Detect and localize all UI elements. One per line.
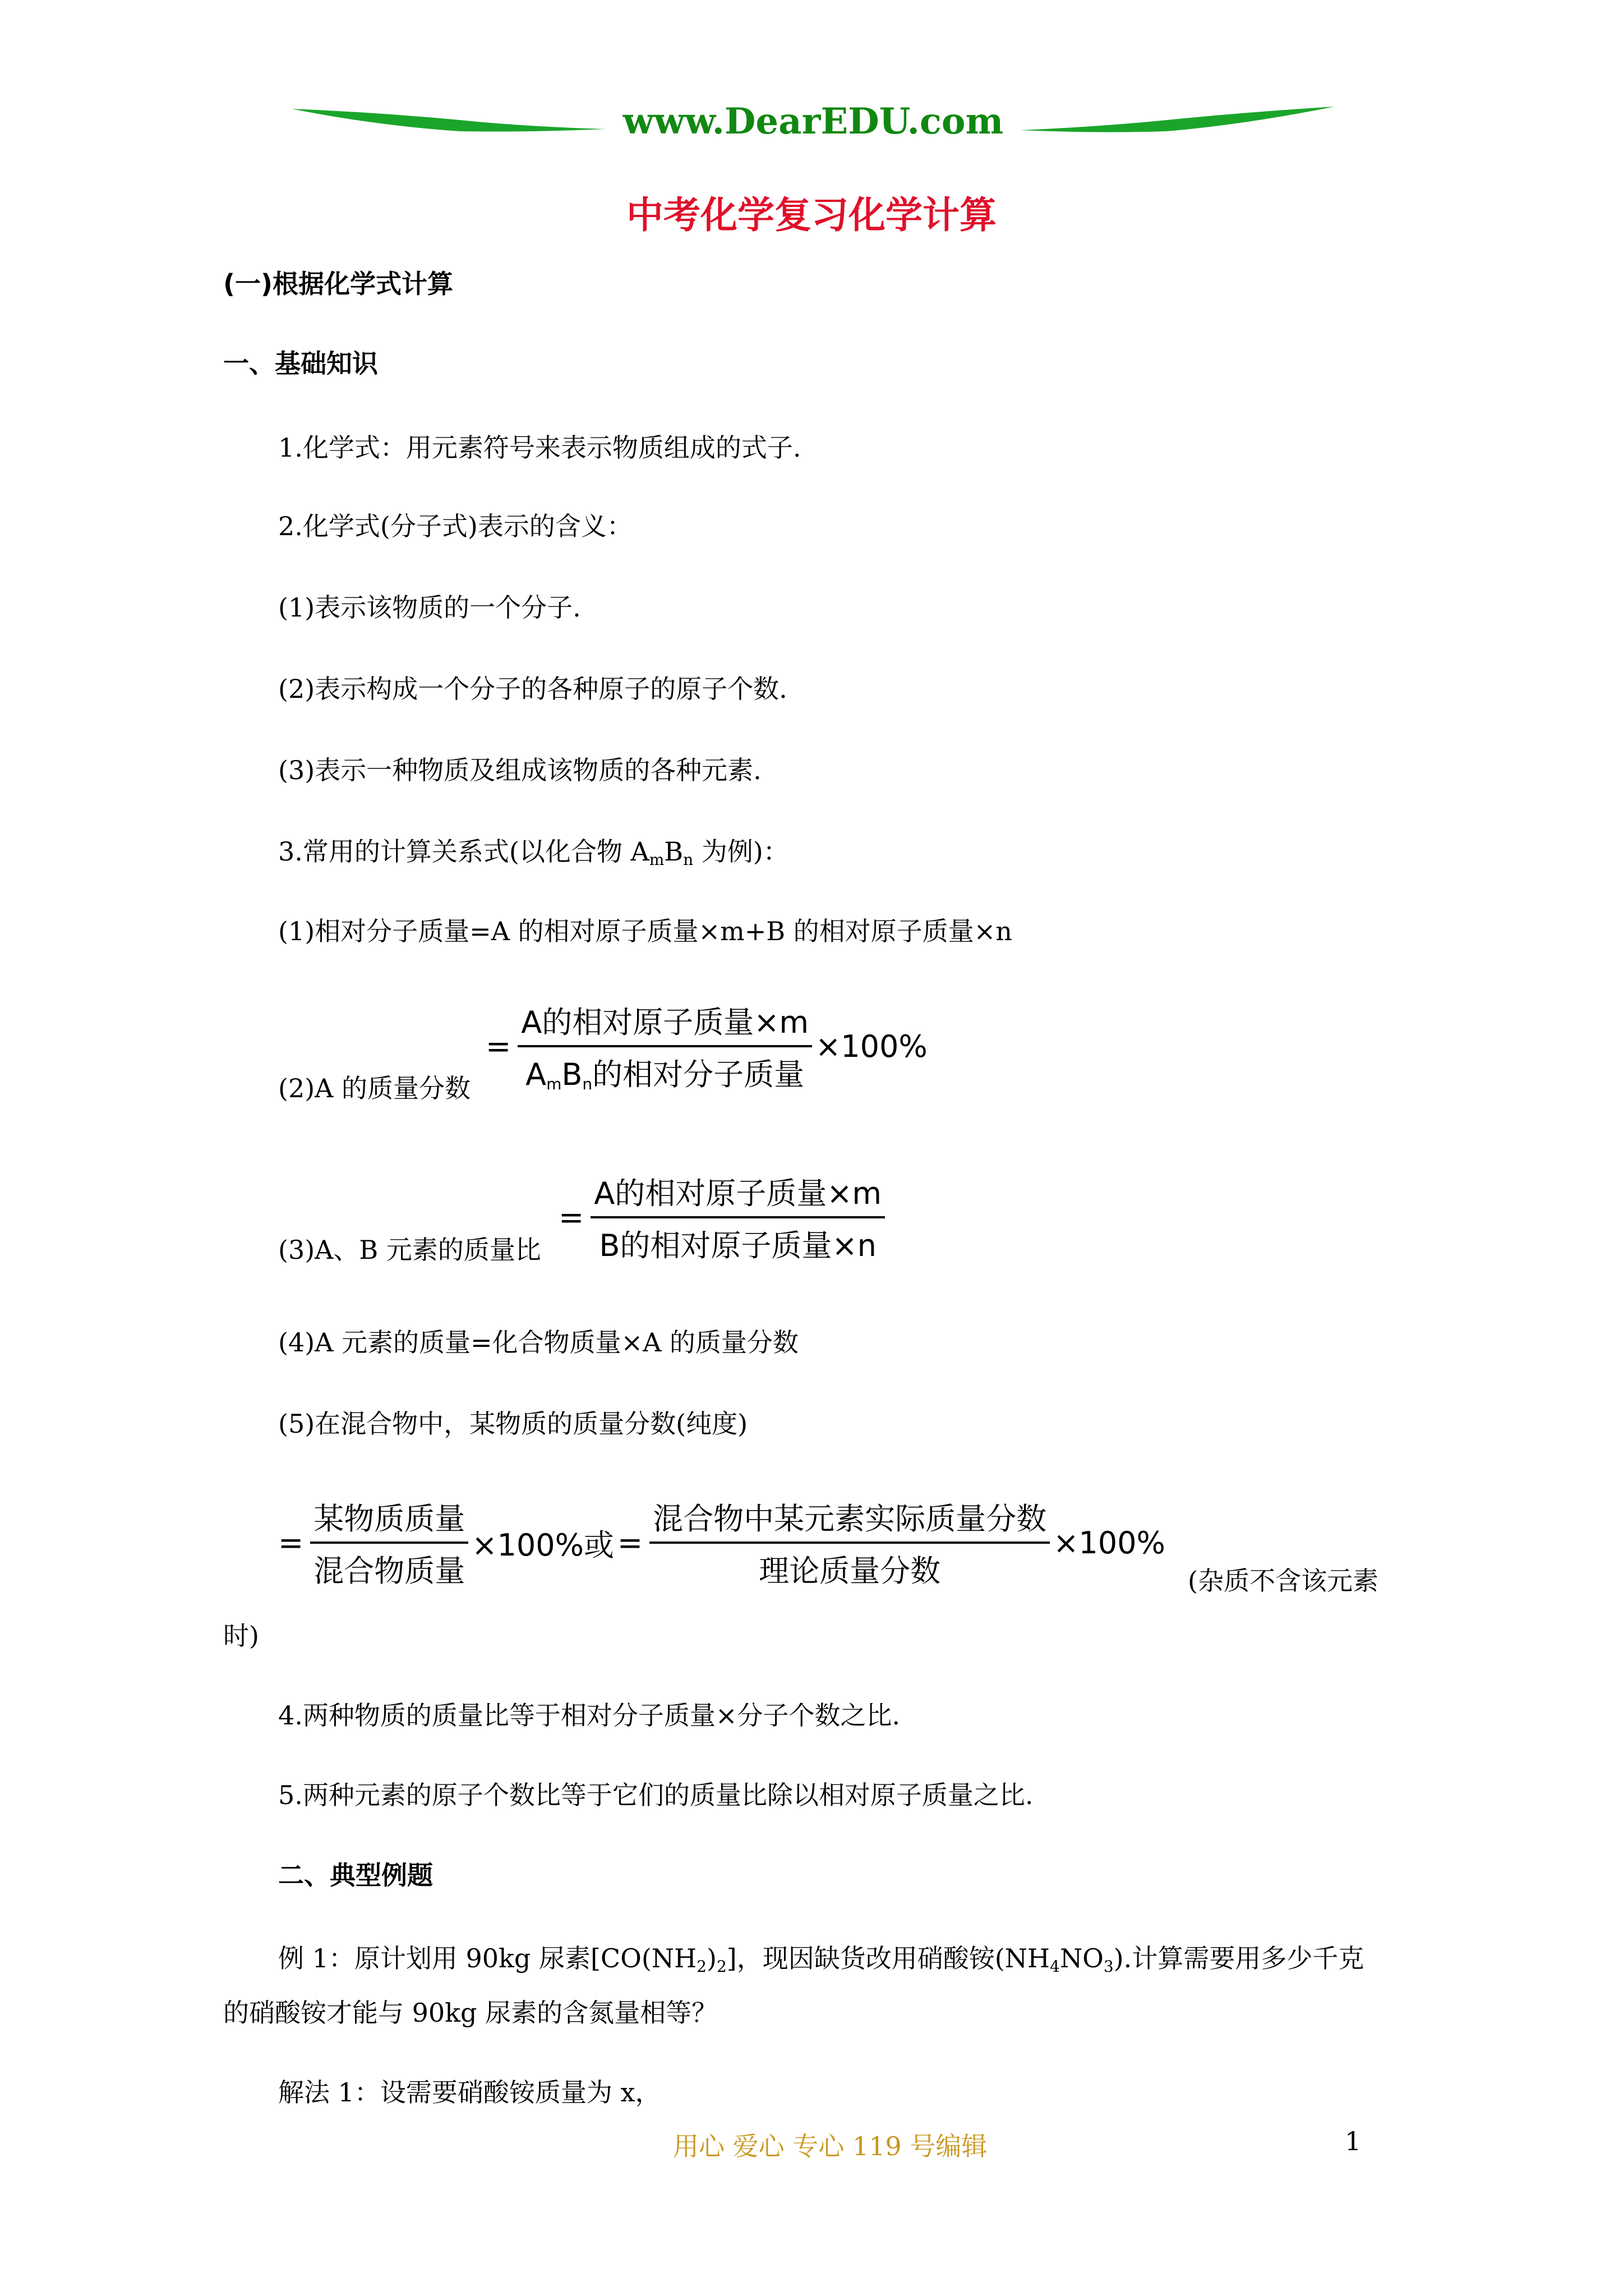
formula-5-denominator-2: 理论质量分数 [759,1553,941,1589]
formula-5-expression: = $\frac{\text{某物质质量}}{\text{混合物质量}}$ ×100%或 = $\frac{\text{混合物中某元素实际质量分数}}{\text{理论质量分数}}$ ×100% [275,1495,1165,1590]
part-heading-basics: 一、基础知识 [223,348,378,379]
formula-2-denominator: $A_mB_n$的相对分子质量 [525,1057,805,1093]
formula-5-numerator-1: 某物质质量 [310,1495,468,1544]
formula-5-numerator-2: 混合物中某元素实际质量分数 [649,1495,1050,1544]
formula-5-note-cont: 时) [223,1621,259,1651]
formula-5-denominator-1: 混合物质量 [313,1553,465,1589]
right-swoosh [1021,107,1335,132]
left-swoosh [292,109,606,132]
formula-3-numerator: A的相对原子质量×m [591,1170,885,1218]
formula-2: = $\frac{\text{A的相对原子质量×m}}{A_mB_n的相对分子质量}$ ×100% [482,999,928,1094]
footer-text: 用心 爱心 专心 119 号编辑 [673,2131,988,2161]
example-1-line-2: 的硝酸铵才能与 90kg 尿素的含氮量相等？ [223,1998,718,2028]
page-number: 1 [1345,2126,1362,2156]
page-title: 中考化学复习化学计算 [626,194,997,237]
formula-5-note: (杂质不含该元素 [1188,1566,1378,1596]
formula-4: (4)A 元素的质量=化合物质量×A 的质量分数 [278,1327,799,1358]
formula-3-denominator: B的相对原子质量×n [599,1228,877,1263]
item-5: 5.两种元素的原子个数比等于它们的质量比除以相对原子质量之比. [278,1780,1034,1810]
item-2: 2.化学式(分子式)表示的含义： [278,511,633,541]
formula-3: = $\frac{\text{A的相对原子质量×m}}{\text{B的相对原子质量×n}}$ [555,1170,888,1265]
formula-2-label: (2)A 的质量分数 [278,1073,471,1103]
item-4: 4.两种物质的质量比等于相对分子质量×分子个数之比. [278,1700,901,1731]
item-1: 1.化学式：用元素符号来表示物质组成的式子. [278,432,801,463]
formula-5: (5)在混合物中，某物质的质量分数(纯度) [278,1409,748,1439]
formula-3-label: (3)A、B 元素的质量比 [278,1235,541,1265]
formula-2-numerator: A的相对原子质量×m [518,999,812,1047]
item-3: 3.常用的计算关系式(以化合物 $A_mB_n$ 为例)： [278,836,789,869]
formula-1: (1)相对分子质量=A 的相对原子质量×m+B 的相对原子质量×n [278,916,1012,946]
item-2-3: (3)表示一种物质及组成该物质的各种元素. [278,755,762,785]
section-heading: (一)根据化学式计算 [223,269,454,299]
site-logo: www.DearEDU.com [623,100,1004,142]
item-2-2: (2)表示构成一个分子的各种原子的原子个数. [278,674,787,704]
example-1-solution: 解法 1：设需要硝酸铵质量为 x， [278,2077,661,2108]
item-2-1: (1)表示该物质的一个分子. [278,592,581,623]
part-heading-examples: 二、典型例题 [278,1860,433,1890]
header-banner [292,95,1335,146]
example-1-line-1: 例 1：原计划用 90kg 尿素$[CO(NH_2)_2]$，现因缺货改用硝酸铵$(NH_4NO_3)$.计算需要用多少千克 [278,1943,1364,1976]
